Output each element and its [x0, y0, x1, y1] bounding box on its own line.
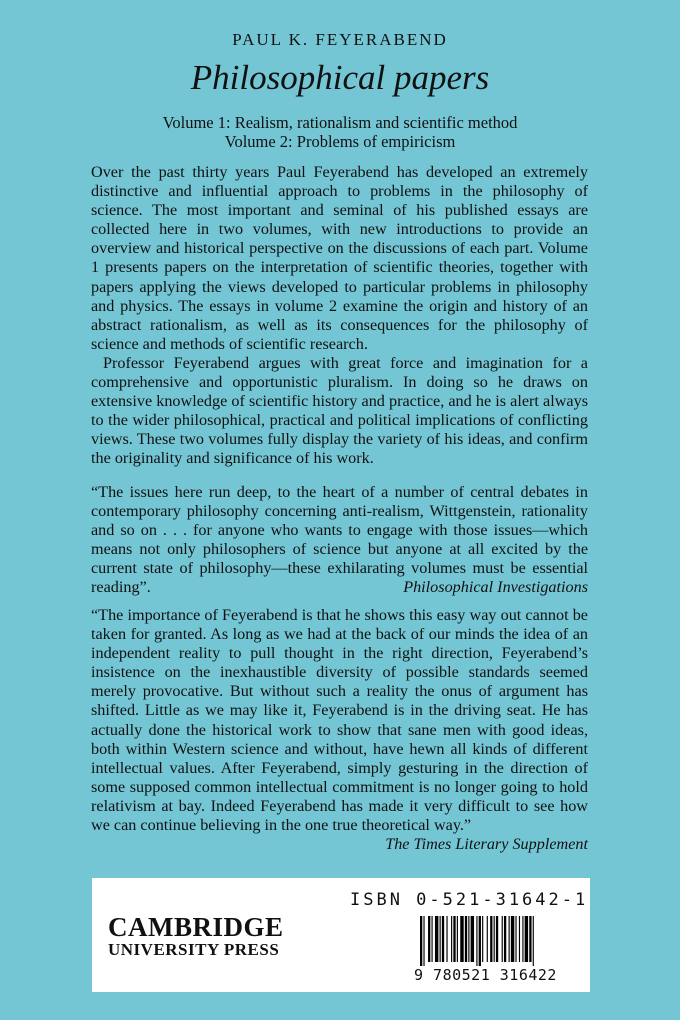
quote-text: “The importance of Feyerabend is that he shows this easy way out cannot be taken for granted. As long as we had at the back of our minds the idea of an independent reality to pull thought in the right direction, Feyerabend’s insistence on the inexhaustible diversity of possible standards seemed merely provocative. But without such a reality the onus of argument has shifted. Little as we may like it, Feyerabend is in the driving seat. He has actually done the historical work to show that sane men with good ideas, both within Western science and without, have hewn all kinds of different intellectual values. After Feyerabend, simply gesturing in the direction of some supposed common intellectual commitment is no longer going to hold relativism at bay. Indeed Feyerabend has made it very difficult to see how we can continue believing in the one true theoretical way.” — [91, 606, 588, 835]
description-paragraph: Professor Feyerabend argues with great force and imagination for a comprehensive and opportunistic pluralism. In doing so he draws on extensive knowledge of scientific history and practice, and he is alert always to the wider philosophical, practical and political implications of conflicting views. These two volumes fully display the variety of his ideas, and confirm the originality and significance of his work. — [91, 353, 588, 468]
quote-source: The Times Literary Supplement — [385, 835, 588, 854]
volume-1-line: Volume 1: Realism, rationalism and scientific method — [162, 113, 518, 132]
review-quote-1 — [91, 483, 588, 598]
barcode-number: 9 780521 316422 — [414, 966, 557, 984]
description-paragraph: Over the past thirty years Paul Feyerabend has developed an extremely distinctive and influential approach to problems in the philosophy of science. The most important and seminal of his published essays are collected here in two volumes, with new introductions to provide an overview and historical perspective on the discussions of each part. Volume 1 presents papers on the interpretation of scientific theories, together with papers applying the views developed to particular problems in philosophy and physics. The essays in volume 2 examine the origin and history of an abstract rationalism, as well as its consequences for the philosophy of science and methods of scientific research. — [91, 163, 588, 353]
publisher-panel — [92, 878, 590, 992]
review-quote-2 — [91, 606, 588, 854]
description-block — [91, 163, 588, 469]
quote-text: “The issues here run deep, to the heart of a number of central debates in contemporary philosophy concerning anti-realism, Wittgenstein, rationality and so on . . . for anyone who wants to engage with those issues—which means not only philosophers of science but anyone at all excited by the current state of philosophy—these exhilarating volumes must be essential reading”. — [91, 483, 588, 597]
book-title: Philosophical papers — [190, 58, 490, 97]
quote-source: Philosophical Investigations — [403, 578, 588, 597]
barcode-icon — [420, 916, 572, 966]
publisher-logo-line1: CAMBRIDGE — [108, 912, 284, 942]
publisher-logo-line2: UNIVERSITY PRESS — [108, 940, 280, 959]
volume-2-line: Volume 2: Problems of empiricism — [224, 132, 456, 151]
isbn-label: ISBN 0-521-31642-1 — [350, 890, 589, 910]
author-name: PAUL K. FEYERABEND — [232, 30, 448, 49]
